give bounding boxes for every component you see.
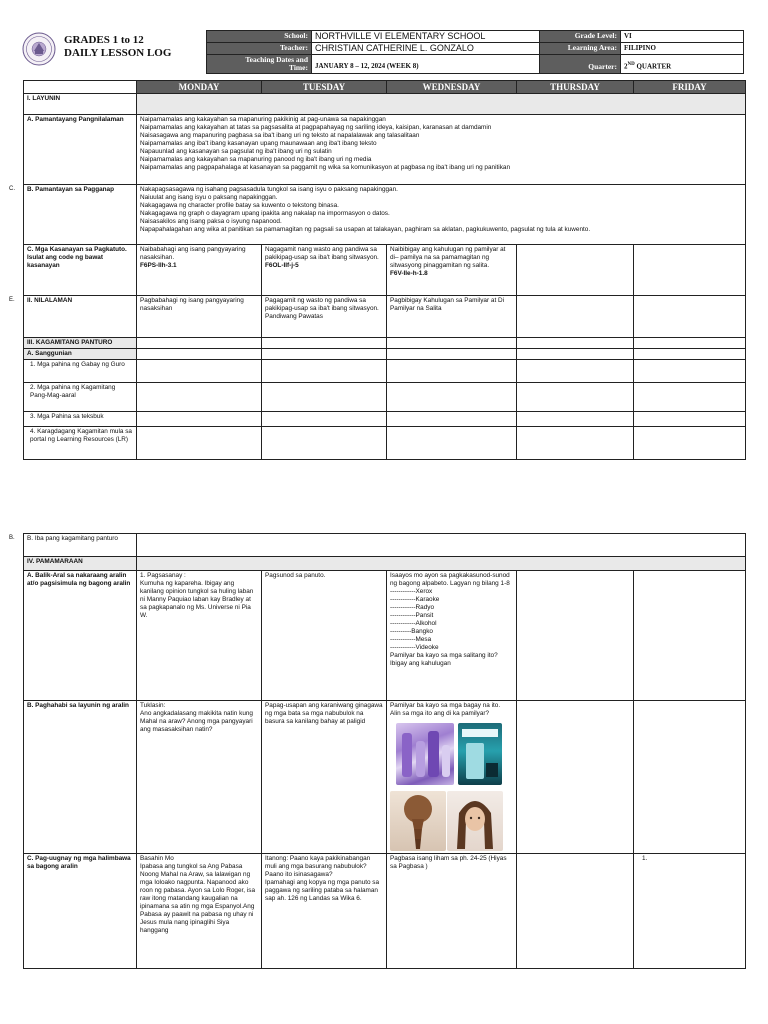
- kagamitang-mag-aaral-cell: [262, 383, 387, 412]
- school-label: School:: [207, 31, 312, 43]
- iba-pang-kagamitan-label: B. Iba pang kagamitang panturo: [24, 534, 137, 557]
- day-header-friday: FRIDAY: [634, 81, 746, 94]
- kasanayan-thursday: [517, 245, 634, 296]
- pag-uugnay-tuesday: [262, 854, 387, 969]
- deped-seal-logo: [22, 32, 56, 66]
- pag-uugnay-monday-line: Basahin Mo: [140, 855, 174, 862]
- braided-hair-photo: [390, 791, 446, 851]
- grade-level-value: VI: [621, 31, 744, 43]
- balik-aral-monday-line: Kumuha ng kapareha. Ibigay ang kanilang opinion tungkol sa huling laban ni Manny Paquiao laban kay Bradley at sa pagkapanalo ng Ms. Universe ni Pia W.: [140, 580, 254, 619]
- kasanayan-tuesday: [262, 245, 387, 296]
- karagdagang-cell: [262, 427, 387, 460]
- sanggunian-cell: [387, 349, 517, 360]
- teaching-dates-label: [207, 55, 312, 74]
- gabay-cell: [137, 360, 262, 383]
- sanggunian-cell: [634, 349, 746, 360]
- nilalaman-tuesday-text: Pagagamit ng wasto ng pandiwa sa pakikipag-usap sa iba't ibang sitwasyon.: [265, 297, 379, 312]
- kagamitang-cell: [137, 338, 262, 349]
- pamantayan-sa-pagganap-content: [137, 185, 746, 245]
- balik-aral-tuesday: Pagsunod sa panuto.: [262, 571, 387, 701]
- alphabet-item: ------------Mesa: [390, 636, 432, 643]
- pagganap-line: Napapahalagahan ang wika at panitikan sa pamamagitan ng pagsali sa usapan at talakayan, paghiram sa aklatan, pagkukuwento, pagsulat ng tula at kuwento.: [140, 226, 591, 233]
- kasanayan-monday-code: F6PS-IIh-3.1: [140, 262, 177, 269]
- karagdagang-cell: [517, 427, 634, 460]
- day-header-tuesday: TUESDAY: [262, 81, 387, 94]
- quarter-word: QUARTER: [634, 62, 672, 70]
- alphabet-item: ------------Videoke: [390, 644, 439, 651]
- kagamitang-cell: [387, 338, 517, 349]
- pag-uugnay-monday: [137, 854, 262, 969]
- paghahabi-monday-line: Tuklasin:: [140, 702, 166, 709]
- paghahabi-friday: [634, 701, 746, 854]
- kagamitang-mag-aaral-cell: [387, 383, 517, 412]
- paghahabi-tuesday: Papag-usapan ang karaniwang ginagawa ng mga bata sa mga nabubulok na basura sa kanilang bahay at paligid: [262, 701, 387, 854]
- pamantayang-line: Naipamamalas ang iba't ibang kasanayan upang maunawaan ang iba't ibang teksto: [140, 140, 377, 147]
- balik-aral-friday: [634, 571, 746, 701]
- pamantayang-line: Naipamamalas ang kakayahan sa mapanuring pakikinig at pag-unawa sa napakinggan: [140, 116, 386, 123]
- paghahabi-wednesday-line: Alin sa mga ito ang di ka pamilyar?: [390, 710, 490, 717]
- teaching-dates-value: JANUARY 8 – 12, 2024 (WEEK 8): [312, 55, 540, 74]
- kasanayan-tuesday-text: Nagagamit nang wasto ang pandiwa sa pakikipag-usap sa iba't ibang sitwasyon.: [265, 246, 379, 261]
- iba-pang-kagamitan-fill: [137, 534, 746, 557]
- alphabet-item: ------------Xerox: [390, 588, 433, 595]
- pamantayang-line: Naisasagawa ang mapanuring pagbasa sa iba't ibang uri ng teksto at napalalawak ang talasalitaan: [140, 132, 420, 139]
- kasanayan-monday: [137, 245, 262, 296]
- document-title: [64, 34, 171, 60]
- teksbuk-cell: [137, 412, 262, 427]
- day-header-thursday: THURSDAY: [517, 81, 634, 94]
- pamantayang-line: Naipamamalas ang kakayahan at tatas sa pagsasalita at pagpapahayag ng sariling ideya, kaisipan, karanasan at damdamin: [140, 124, 492, 131]
- margin-letter-c: C.: [9, 186, 15, 192]
- teksbuk-cell: [262, 412, 387, 427]
- gabay-cell: [387, 360, 517, 383]
- school-value: NORTHVILLE VI ELEMENTARY SCHOOL: [312, 31, 540, 43]
- alphabet-item: ------------Pansit: [390, 612, 434, 619]
- balik-aral-monday: [137, 571, 262, 701]
- kagamitang-cell: [634, 338, 746, 349]
- lesson-log-table-page-1: [23, 80, 746, 460]
- sanggunian-cell: [517, 349, 634, 360]
- quarter-label: Quarter:: [540, 55, 621, 74]
- kagamitang-cell: [262, 338, 387, 349]
- nilalaman-tuesday-text-2: Pandiwang Pawatas: [265, 313, 323, 320]
- paghahabi-wednesday-line: Pamilyar ba kayo sa mga bagay na ito.: [390, 702, 501, 709]
- quarter-suffix: ND: [627, 61, 635, 67]
- paghahabi-monday-line: Ano angkadalasang makikita natin kung Mahal na araw? Anong mga pangyayari ang masasaksihan natin?: [140, 710, 253, 733]
- balik-aral-wednesday: [387, 571, 517, 701]
- pagganap-line: Naiuulat ang isang isyu o paksang napakinggan.: [140, 194, 278, 201]
- karagdagang-cell: [387, 427, 517, 460]
- kagamitang-mag-aaral-cell: [517, 383, 634, 412]
- paghahabi-label: B. Paghahabi sa layunin ng aralin: [24, 701, 137, 854]
- learning-area-value: FILIPINO: [621, 43, 744, 55]
- alphabet-item: ------------Radyo: [390, 604, 435, 611]
- kagamitang-panturo-label: III. KAGAMITANG PANTURO: [24, 338, 137, 349]
- pagganap-line: Nakagagawa ng character profile batay sa kuwento o tekstong binasa.: [140, 202, 339, 209]
- alphabet-item: ------------Karaoke: [390, 596, 440, 603]
- header-info-table: [206, 30, 744, 74]
- balik-aral-monday-line: 1. Pagsasanay :: [140, 572, 186, 579]
- layunin-row-fill: [137, 94, 746, 115]
- kasanayan-label: C. Mga Kasanayan sa Pagkatuto. Isulat ang code ng bawat kasanayan: [24, 245, 137, 296]
- karagdagang-cell: [137, 427, 262, 460]
- paghahabi-thursday: [517, 701, 634, 854]
- pag-uugnay-tuesday-line: Itanong: Paano kaya pakikinabangan muli ang mga basurang nabubulok? Paano ito isinasagawa?: [265, 855, 371, 878]
- kasanayan-friday: [634, 245, 746, 296]
- day-header-wednesday: WEDNESDAY: [387, 81, 517, 94]
- pamamaraan-fill: [137, 557, 746, 571]
- sanggunian-cell: [137, 349, 262, 360]
- karagdagang-kagamitan-label: 4. Karagdagang Kagamitan mula sa portal ng Learning Resources (LR): [24, 427, 137, 460]
- margin-letter-e: E.: [9, 297, 15, 303]
- balik-aral-label: A. Balik-Aral sa nakaraang aralin at/o pagsisimula ng bagong aralin: [24, 571, 137, 701]
- nilalaman-friday: [634, 296, 746, 338]
- paghahabi-wednesday: [387, 701, 517, 854]
- alphabet-item: ----------Bangko: [390, 628, 433, 635]
- day-header-monday: MONDAY: [137, 81, 262, 94]
- quarter-number: 2: [624, 62, 628, 70]
- grade-level-label: Grade Level:: [540, 31, 621, 43]
- balik-aral-wednesday-intro: Isaayos mo ayon sa pagkakasunod-sunod ng bagong alpabeto. Lagyan ng bilang 1-8: [390, 572, 510, 587]
- pagganap-line: Naisasakilos ang isang paksa o isyung napanood.: [140, 218, 282, 225]
- kasanayan-monday-text: Naibabahagi ang isang pangyayaring nasaksihan.: [140, 246, 246, 261]
- teacher-label: Teacher:: [207, 43, 312, 55]
- girl-with-braids-photo: [447, 791, 503, 851]
- pag-uugnay-monday-line: Ipabasa ang tungkol sa Ang Pabasa Noong Mahal na Araw, sa lalawigan ng mga Ioloako nagpunta. Napanood ako roon ng pabasa. Ayon sa Lolo Roger, isa raw itong matandang kaugalian na ipinamana sa atin ng mga Espanyol.Ang Pabasa ay paawit na pabasa ng uhay ni Jesus mula nang ipinaglihi Siya hanggang: [140, 863, 255, 934]
- kagamitang-mag-aaral-label: 2. Mga pahina ng Kagamitang Pang-Mag-aaral: [24, 383, 137, 412]
- alphabet-item: ------------Alkohol: [390, 620, 437, 627]
- pamantayang-line: Naipamamalas ang kakayahan sa mapanuring panood ng iba't ibang uri ng media: [140, 156, 372, 163]
- pamantayan-sa-pagganap-label: B. Pamantayan sa Pagganap: [24, 185, 137, 245]
- karagdagang-cell: [634, 427, 746, 460]
- teacher-value: CHRISTIAN CATHERINE L. GONZALO: [312, 43, 540, 55]
- gabay-cell: [262, 360, 387, 383]
- sanggunian-cell: [262, 349, 387, 360]
- gabay-cell: [634, 360, 746, 383]
- quarter-value: [621, 55, 744, 74]
- nilalaman-thursday: [517, 296, 634, 338]
- balik-aral-wednesday-end: Pamilyar ba kayo sa mga salitang ito? Ibigay ang kahulugan: [390, 652, 498, 667]
- pag-uugnay-thursday: [517, 854, 634, 969]
- pagganap-line: Nakagagawa ng graph o dayagram upang ipakita ang nakalap na impormasyon o datos.: [140, 210, 390, 217]
- kagamitang-mag-aaral-cell: [634, 383, 746, 412]
- teaching-dates-label-1: Teaching Dates and: [245, 55, 308, 64]
- gabay-cell: [517, 360, 634, 383]
- title-line-1: GRADES 1 to 12: [64, 34, 144, 46]
- pamantayang-pangnilalaman-content: [137, 115, 746, 185]
- kasanayan-tuesday-code: F6OL-IIf-j-5: [265, 262, 299, 269]
- margin-letter-b: B.: [9, 535, 15, 541]
- paghahabi-monday: [137, 701, 262, 854]
- pag-uugnay-friday: 1.: [634, 854, 746, 969]
- beauty-products-photo: [396, 723, 454, 785]
- teksbuk-cell: [634, 412, 746, 427]
- kagamitang-mag-aaral-cell: [137, 383, 262, 412]
- teksbuk-cell: [387, 412, 517, 427]
- pag-uugnay-tuesday-line: Ipamahagi ang kopya ng mga panuto sa paggawa ng sariling pataba sa halaman sap ah. 126 ng Landas sa Wika 6.: [265, 879, 380, 902]
- nilalaman-label: II. NILALAMAN: [24, 296, 137, 338]
- title-line-2: DAILY LESSON LOG: [64, 47, 172, 59]
- balik-aral-thursday: [517, 571, 634, 701]
- pagganap-line: Nakapagsasagawa ng isahang pagsasadula tungkol sa isang isyu o paksang napakinggan.: [140, 186, 398, 193]
- sanggunian-label: A. Sanggunian: [24, 349, 137, 360]
- layunin-label: I. LAYUNIN: [24, 94, 137, 115]
- teksbuk-label: 3. Mga Pahina sa teksbuk: [24, 412, 137, 427]
- teaching-dates-label-2: Time:: [288, 63, 308, 72]
- kagamitang-cell: [517, 338, 634, 349]
- nilalaman-wednesday: Pagbibigay Kahulugan sa Pamilyar at Di Pamilyar na Salita: [387, 296, 517, 338]
- teksbuk-cell: [517, 412, 634, 427]
- pamantayang-line: Naipamamalas ang pagpapahalaga at kasanayan sa paggamit ng wika sa komunikasyon at pagbasa ng iba't ibang uri ng panitikan: [140, 164, 510, 171]
- gabay-ng-guro-label: 1. Mga pahina ng Gabay ng Guro: [24, 360, 137, 383]
- learning-area-label: Learning Area:: [540, 43, 621, 55]
- nilalaman-monday: Pagbabahagi ng isang pangyayaring nasaksihan: [137, 296, 262, 338]
- nilalaman-tuesday: [262, 296, 387, 338]
- hair-dye-box-photo: [458, 723, 502, 785]
- pamamaraan-label: IV. PAMAMARAAN: [24, 557, 137, 571]
- pamantayang-pangnilalaman-label: A. Pamantayang Pangnilalaman: [24, 115, 137, 185]
- lesson-log-table-page-2: [23, 533, 746, 969]
- pag-uugnay-label: C. Pag-uugnay ng mga halimbawa sa bagong aralin: [24, 854, 137, 969]
- kasanayan-wednesday-text: Naibibigay ang kahulugan ng pamilyar at di– pamilya na sa pamamagitan ng sitwasyong pinaggamitan ng salita.: [390, 246, 506, 269]
- pag-uugnay-wednesday: Pagbasa isang liham sa ph. 24-25 (Hiyas sa Pagbasa ): [387, 854, 517, 969]
- day-header-blank: [24, 81, 137, 94]
- kasanayan-wednesday-code: F6V-IIe-h-1.8: [390, 270, 428, 277]
- kasanayan-wednesday: [387, 245, 517, 296]
- pamantayang-line: Napauunlad ang kasanayan sa pagsulat ng iba't ibang uri ng sulatin: [140, 148, 332, 155]
